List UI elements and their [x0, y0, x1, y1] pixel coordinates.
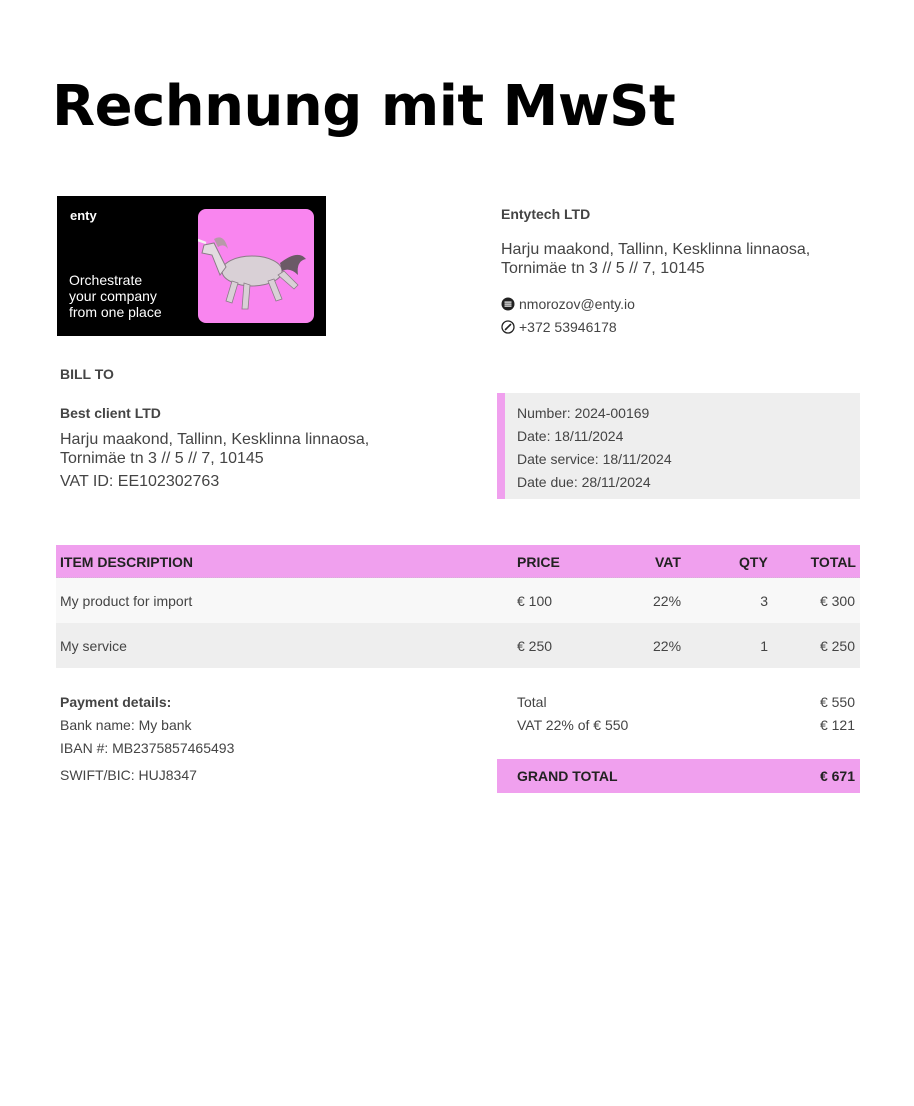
- tagline-line: Orchestrate: [69, 272, 143, 288]
- summary-vat: [517, 717, 855, 733]
- items-table-header: [56, 545, 860, 578]
- col-header-qty: QTY: [739, 554, 768, 570]
- client-address: [60, 430, 369, 468]
- item-description: My service: [60, 638, 127, 654]
- payment-swift: SWIFT/BIC: HUJ8347: [60, 767, 197, 783]
- item-price: € 250: [517, 638, 553, 654]
- company-address-line: Tornimäe tn 3 // 5 // 7, 10145: [501, 260, 705, 277]
- invoice-number: Number: 2024-00169: [517, 405, 650, 421]
- page-title: Rechnung mit MwSt: [52, 74, 676, 139]
- table-row: [56, 578, 860, 623]
- invoice-service-date: Date service: 18/11/2024: [517, 451, 672, 467]
- email-text[interactable]: nmorozov@enty.io: [519, 296, 635, 312]
- company-address: [501, 240, 861, 278]
- item-qty: 1: [760, 638, 768, 654]
- tagline-line: from one place: [69, 304, 162, 320]
- item-price: € 100: [517, 593, 553, 609]
- summary-vat-value: € 121: [819, 717, 855, 733]
- item-vat: 22%: [653, 638, 682, 654]
- item-description: My product for import: [60, 593, 193, 609]
- payment-iban: IBAN #: MB2375857465493: [60, 740, 235, 756]
- summary-vat-label: VAT 22% of € 550: [517, 717, 629, 733]
- unicorn-illustration: [198, 209, 314, 323]
- item-vat: 22%: [653, 593, 682, 609]
- summary-total: [517, 694, 855, 710]
- grand-total-label: GRAND TOTAL: [517, 768, 618, 784]
- item-total: € 250: [819, 638, 855, 654]
- invoice-date: Date: 18/11/2024: [517, 428, 624, 444]
- summary-total-value: € 550: [819, 694, 855, 710]
- grand-total-value: € 671: [819, 768, 855, 784]
- company-info: [501, 206, 861, 335]
- col-header-description: ITEM DESCRIPTION: [60, 554, 194, 570]
- client-vat-id: VAT ID: EE102302763: [60, 473, 220, 490]
- brand-logo: enty: [70, 208, 97, 223]
- phone-text[interactable]: +372 53946178: [519, 319, 617, 335]
- company-email: [501, 296, 635, 312]
- payment-bank: Bank name: My bank: [60, 717, 192, 733]
- grand-total-bar: [497, 759, 860, 793]
- tagline-line: your company: [69, 288, 157, 304]
- col-header-total: TOTAL: [810, 554, 856, 570]
- client-address-line: Harju maakond, Tallinn, Kesklinna linnaosa,: [60, 431, 370, 448]
- company-banner: [57, 196, 326, 336]
- company-name: Entytech LTD: [501, 206, 591, 222]
- client-name: Best client LTD: [60, 405, 161, 421]
- table-row: [56, 623, 860, 668]
- payment-details-title: Payment details:: [60, 694, 172, 710]
- mail-icon: [501, 297, 515, 311]
- phone-icon: [501, 320, 515, 334]
- item-qty: 3: [760, 593, 768, 609]
- banner-tagline: [69, 272, 162, 320]
- item-total: € 300: [819, 593, 855, 609]
- client-address-line: Tornimäe tn 3 // 5 // 7, 10145: [60, 450, 264, 467]
- col-header-price: PRICE: [517, 554, 560, 570]
- summary-total-label: Total: [517, 694, 547, 710]
- col-header-vat: VAT: [655, 554, 681, 570]
- bill-to-label: BILL TO: [60, 366, 114, 382]
- company-phone: [501, 319, 617, 335]
- invoice-due-date: Date due: 28/11/2024: [517, 474, 651, 490]
- invoice-meta: [497, 393, 860, 499]
- unicorn-card: [198, 209, 314, 323]
- company-address-line: Harju maakond, Tallinn, Kesklinna linnaosa,: [501, 241, 811, 258]
